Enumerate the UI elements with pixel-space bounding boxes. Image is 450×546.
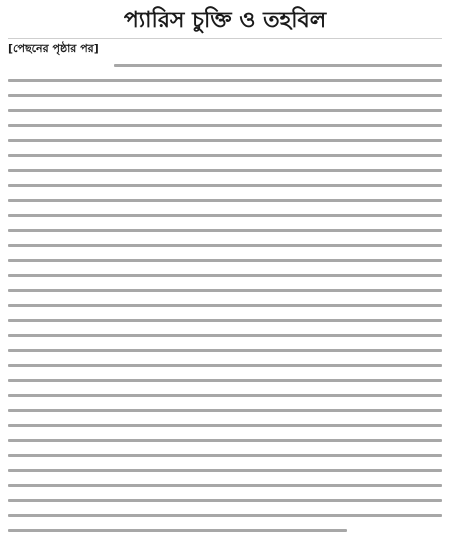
body-text-line [114, 64, 442, 67]
body-text-line [8, 409, 442, 412]
body-text-line [8, 364, 442, 367]
body-text-line [8, 124, 442, 127]
body-text-line [8, 154, 442, 157]
body-text-line [8, 319, 442, 322]
body-text-line [8, 169, 442, 172]
body-text-line [8, 439, 442, 442]
body-text-line [8, 139, 442, 142]
body-text-line [8, 334, 442, 337]
body-text-line [8, 274, 442, 277]
body-text-line [8, 79, 442, 82]
body-text-line [8, 199, 442, 202]
body-text-line [8, 214, 442, 217]
continuation-label: [পেছনের পৃষ্ঠার পর] [8, 42, 99, 55]
body-text-line [8, 184, 442, 187]
body-text-line [8, 379, 442, 382]
article-body [8, 58, 442, 540]
article-headline: প্যারিস চুক্তি ও তহবিল [123, 8, 327, 33]
body-text-line [8, 229, 442, 232]
body-text-line [8, 469, 442, 472]
body-text-line [8, 499, 442, 502]
body-text-line [8, 109, 442, 112]
body-text-line [8, 289, 442, 292]
body-text-line [8, 349, 442, 352]
body-text-line [8, 424, 442, 427]
body-text-line [8, 514, 442, 517]
body-text-line [8, 244, 442, 247]
body-text-line [8, 454, 442, 457]
headline-divider [8, 38, 442, 39]
body-text-line [8, 529, 347, 532]
body-text-line [8, 259, 442, 262]
body-text-line [8, 94, 442, 97]
body-text-line [8, 484, 442, 487]
body-text-line [8, 394, 442, 397]
body-text-line [8, 304, 442, 307]
